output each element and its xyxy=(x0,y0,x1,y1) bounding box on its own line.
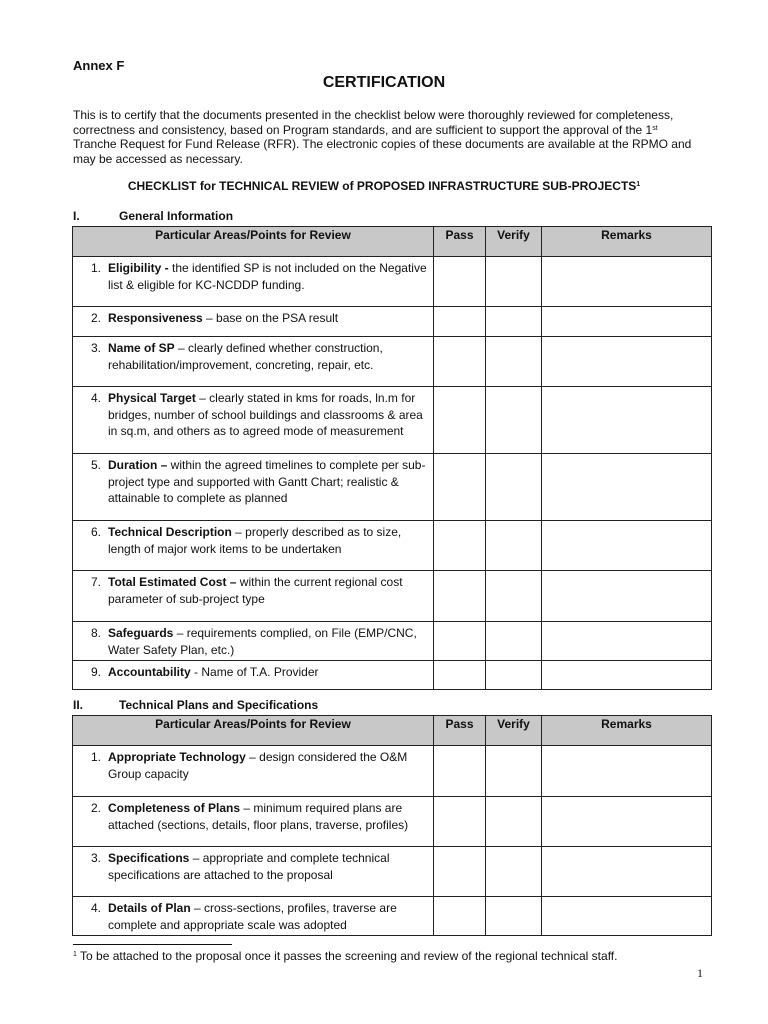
item-bold-label: Accountability xyxy=(108,665,191,679)
header-remarks: Remarks xyxy=(542,716,712,746)
verify-cell[interactable] xyxy=(486,307,542,337)
item-cell xyxy=(73,307,434,337)
verify-cell[interactable] xyxy=(486,797,542,847)
header-pass: Pass xyxy=(434,227,486,257)
item-number: 6. xyxy=(90,525,101,539)
item-cell xyxy=(73,661,434,690)
item-cell xyxy=(73,521,434,571)
certification-paragraph xyxy=(73,108,703,166)
item-bold-label: Duration – xyxy=(108,458,168,472)
item-number: 3. xyxy=(90,341,101,355)
item-number: 5. xyxy=(90,458,101,472)
item-cell xyxy=(73,746,434,797)
intro-part2: Tranche Request for Fund Release (RFR). The electronic copies of these documents are available at the RPMO and may be accessed as necessary. xyxy=(73,137,692,166)
item-bold-label: Name of SP xyxy=(108,341,175,355)
header-item: Particular Areas/Points for Review xyxy=(73,716,434,746)
table-row xyxy=(73,746,712,797)
item-number: 7. xyxy=(90,575,101,589)
item-number: 3. xyxy=(90,851,101,865)
verify-cell[interactable] xyxy=(486,571,542,622)
section-title: General Information xyxy=(119,209,234,223)
header-pass: Pass xyxy=(434,716,486,746)
item-description: – clearly defined whether construction, rehabilitation/improvement, concreting, repair, etc. xyxy=(108,341,383,372)
item-number: 2. xyxy=(90,311,101,325)
verify-cell[interactable] xyxy=(486,454,542,521)
verify-cell[interactable] xyxy=(486,897,542,936)
checklist-title-text: CHECKLIST for TECHNICAL REVIEW of PROPOSED INFRASTRUCTURE SUB-PROJECTS xyxy=(127,179,637,193)
item-cell xyxy=(73,571,434,622)
page-title: CERTIFICATION xyxy=(322,74,446,91)
footnote xyxy=(73,949,617,963)
table-header-row xyxy=(73,716,712,746)
table-header-row xyxy=(73,227,712,257)
table-row xyxy=(73,571,712,622)
pass-cell[interactable] xyxy=(434,387,486,454)
item-description: – clearly stated in kms for roads, ln.m for bridges, number of school buildings and classrooms & area in sq.m, and others as to agreed mode of measurement xyxy=(108,391,423,438)
item-cell xyxy=(73,797,434,847)
item-cell xyxy=(73,387,434,454)
remarks-cell[interactable] xyxy=(542,257,712,307)
remarks-cell[interactable] xyxy=(542,571,712,622)
header-verify: Verify xyxy=(486,227,542,257)
table-row xyxy=(73,257,712,307)
verify-cell[interactable] xyxy=(486,387,542,454)
table-row xyxy=(73,454,712,521)
pass-cell[interactable] xyxy=(434,797,486,847)
item-bold-label: Responsiveness xyxy=(108,311,203,325)
pass-cell[interactable] xyxy=(434,521,486,571)
item-bold-label: Total Estimated Cost – xyxy=(108,575,237,589)
checklist-table-general-information xyxy=(72,226,712,690)
verify-cell[interactable] xyxy=(486,847,542,897)
footnote-marker: 1 xyxy=(73,951,77,958)
remarks-cell[interactable] xyxy=(542,797,712,847)
item-number: 1. xyxy=(90,750,101,764)
item-bold-label: Physical Target xyxy=(108,391,196,405)
pass-cell[interactable] xyxy=(434,847,486,897)
pass-cell[interactable] xyxy=(434,454,486,521)
item-description: the identified SP is not included on the Negative list & eligible for KC-NCDDP funding. xyxy=(108,261,427,292)
intro-superscript: st xyxy=(652,124,658,132)
item-number: 2. xyxy=(90,801,101,815)
remarks-cell[interactable] xyxy=(542,521,712,571)
table-row xyxy=(73,661,712,690)
pass-cell[interactable] xyxy=(434,337,486,387)
item-cell xyxy=(73,897,434,936)
section-number: I. xyxy=(73,209,80,223)
footnote-separator xyxy=(73,944,232,945)
item-bold-label: Eligibility - xyxy=(108,261,169,275)
item-bold-label: Appropriate Technology xyxy=(108,750,246,764)
item-description: – properly described as to size, length of major work items to be undertaken xyxy=(108,525,402,556)
verify-cell[interactable] xyxy=(486,257,542,307)
verify-cell[interactable] xyxy=(486,622,542,661)
item-bold-label: Details of Plan xyxy=(108,901,191,915)
item-bold-label: Safeguards xyxy=(108,626,174,640)
table-row xyxy=(73,387,712,454)
checklist-title-footnote-ref: 1 xyxy=(636,181,641,188)
table-row xyxy=(73,521,712,571)
item-number: 4. xyxy=(90,901,101,915)
item-description: – minimum required plans are attached (sections, details, floor plans, traverse, profiles) xyxy=(108,801,409,832)
item-description: within the current regional cost parameter of sub-project type xyxy=(108,575,403,606)
item-cell xyxy=(73,337,434,387)
item-number: 9. xyxy=(90,665,101,679)
pass-cell[interactable] xyxy=(434,571,486,622)
section-heading-general-information xyxy=(73,209,233,223)
pass-cell[interactable] xyxy=(434,622,486,661)
item-description: – appropriate and complete technical specifications are attached to the proposal xyxy=(108,851,390,882)
pass-cell[interactable] xyxy=(434,661,486,690)
intro-part1: This is to certify that the documents presented in the checklist below were thoroughly reviewed for completeness, correctness and consistency, based on Program standards, and are sufficient to support the approval of the 1 xyxy=(73,108,674,137)
pass-cell[interactable] xyxy=(434,897,486,936)
table-row xyxy=(73,622,712,661)
item-number: 1. xyxy=(90,261,101,275)
header-remarks: Remarks xyxy=(542,227,712,257)
page-number: 1 xyxy=(697,966,703,980)
checklist-table-technical-plans xyxy=(72,715,712,936)
section-heading-technical-plans xyxy=(73,698,318,712)
verify-cell[interactable] xyxy=(486,521,542,571)
item-bold-label: Completeness of Plans xyxy=(108,801,241,815)
remarks-cell[interactable] xyxy=(542,337,712,387)
section-title: Technical Plans and Specifications xyxy=(119,698,319,712)
table-row xyxy=(73,797,712,847)
annex-label: Annex F xyxy=(73,58,125,73)
item-description: - Name of T.A. Provider xyxy=(190,665,319,679)
item-cell xyxy=(73,847,434,897)
remarks-cell[interactable] xyxy=(542,454,712,521)
remarks-cell[interactable] xyxy=(542,847,712,897)
item-cell xyxy=(73,622,434,661)
remarks-cell[interactable] xyxy=(542,746,712,797)
item-number: 8. xyxy=(90,626,101,640)
item-description: – design considered the O&M Group capacity xyxy=(108,750,408,781)
verify-cell[interactable] xyxy=(486,746,542,797)
pass-cell[interactable] xyxy=(434,257,486,307)
remarks-cell[interactable] xyxy=(542,661,712,690)
item-description: within the agreed timelines to complete per sub-project type and supported with Gantt Chart; realistic & attainable to complete as planned xyxy=(108,458,426,505)
table-row xyxy=(73,847,712,897)
item-cell xyxy=(73,257,434,307)
item-description: – base on the PSA result xyxy=(202,311,339,325)
pass-cell[interactable] xyxy=(434,307,486,337)
pass-cell[interactable] xyxy=(434,746,486,797)
item-bold-label: Specifications xyxy=(108,851,190,865)
item-number: 4. xyxy=(90,391,101,405)
table-row xyxy=(73,897,712,936)
header-verify: Verify xyxy=(486,716,542,746)
item-cell xyxy=(73,454,434,521)
remarks-cell[interactable] xyxy=(542,307,712,337)
footnote-text: To be attached to the proposal once it passes the screening and review of the regional technical staff. xyxy=(76,949,618,963)
table-row xyxy=(73,337,712,387)
remarks-cell[interactable] xyxy=(542,622,712,661)
section-number: II. xyxy=(73,698,84,712)
checklist-title xyxy=(0,179,768,193)
item-description: – cross-sections, profiles, traverse are complete and appropriate scale was adopted xyxy=(108,901,397,932)
remarks-cell[interactable] xyxy=(542,897,712,936)
table-row xyxy=(73,307,712,337)
verify-cell[interactable] xyxy=(486,661,542,690)
item-bold-label: Technical Description xyxy=(108,525,232,539)
remarks-cell[interactable] xyxy=(542,387,712,454)
verify-cell[interactable] xyxy=(486,337,542,387)
item-description: – requirements complied, on File (EMP/CNC, Water Safety Plan, etc.) xyxy=(108,626,417,657)
header-item: Particular Areas/Points for Review xyxy=(73,227,434,257)
